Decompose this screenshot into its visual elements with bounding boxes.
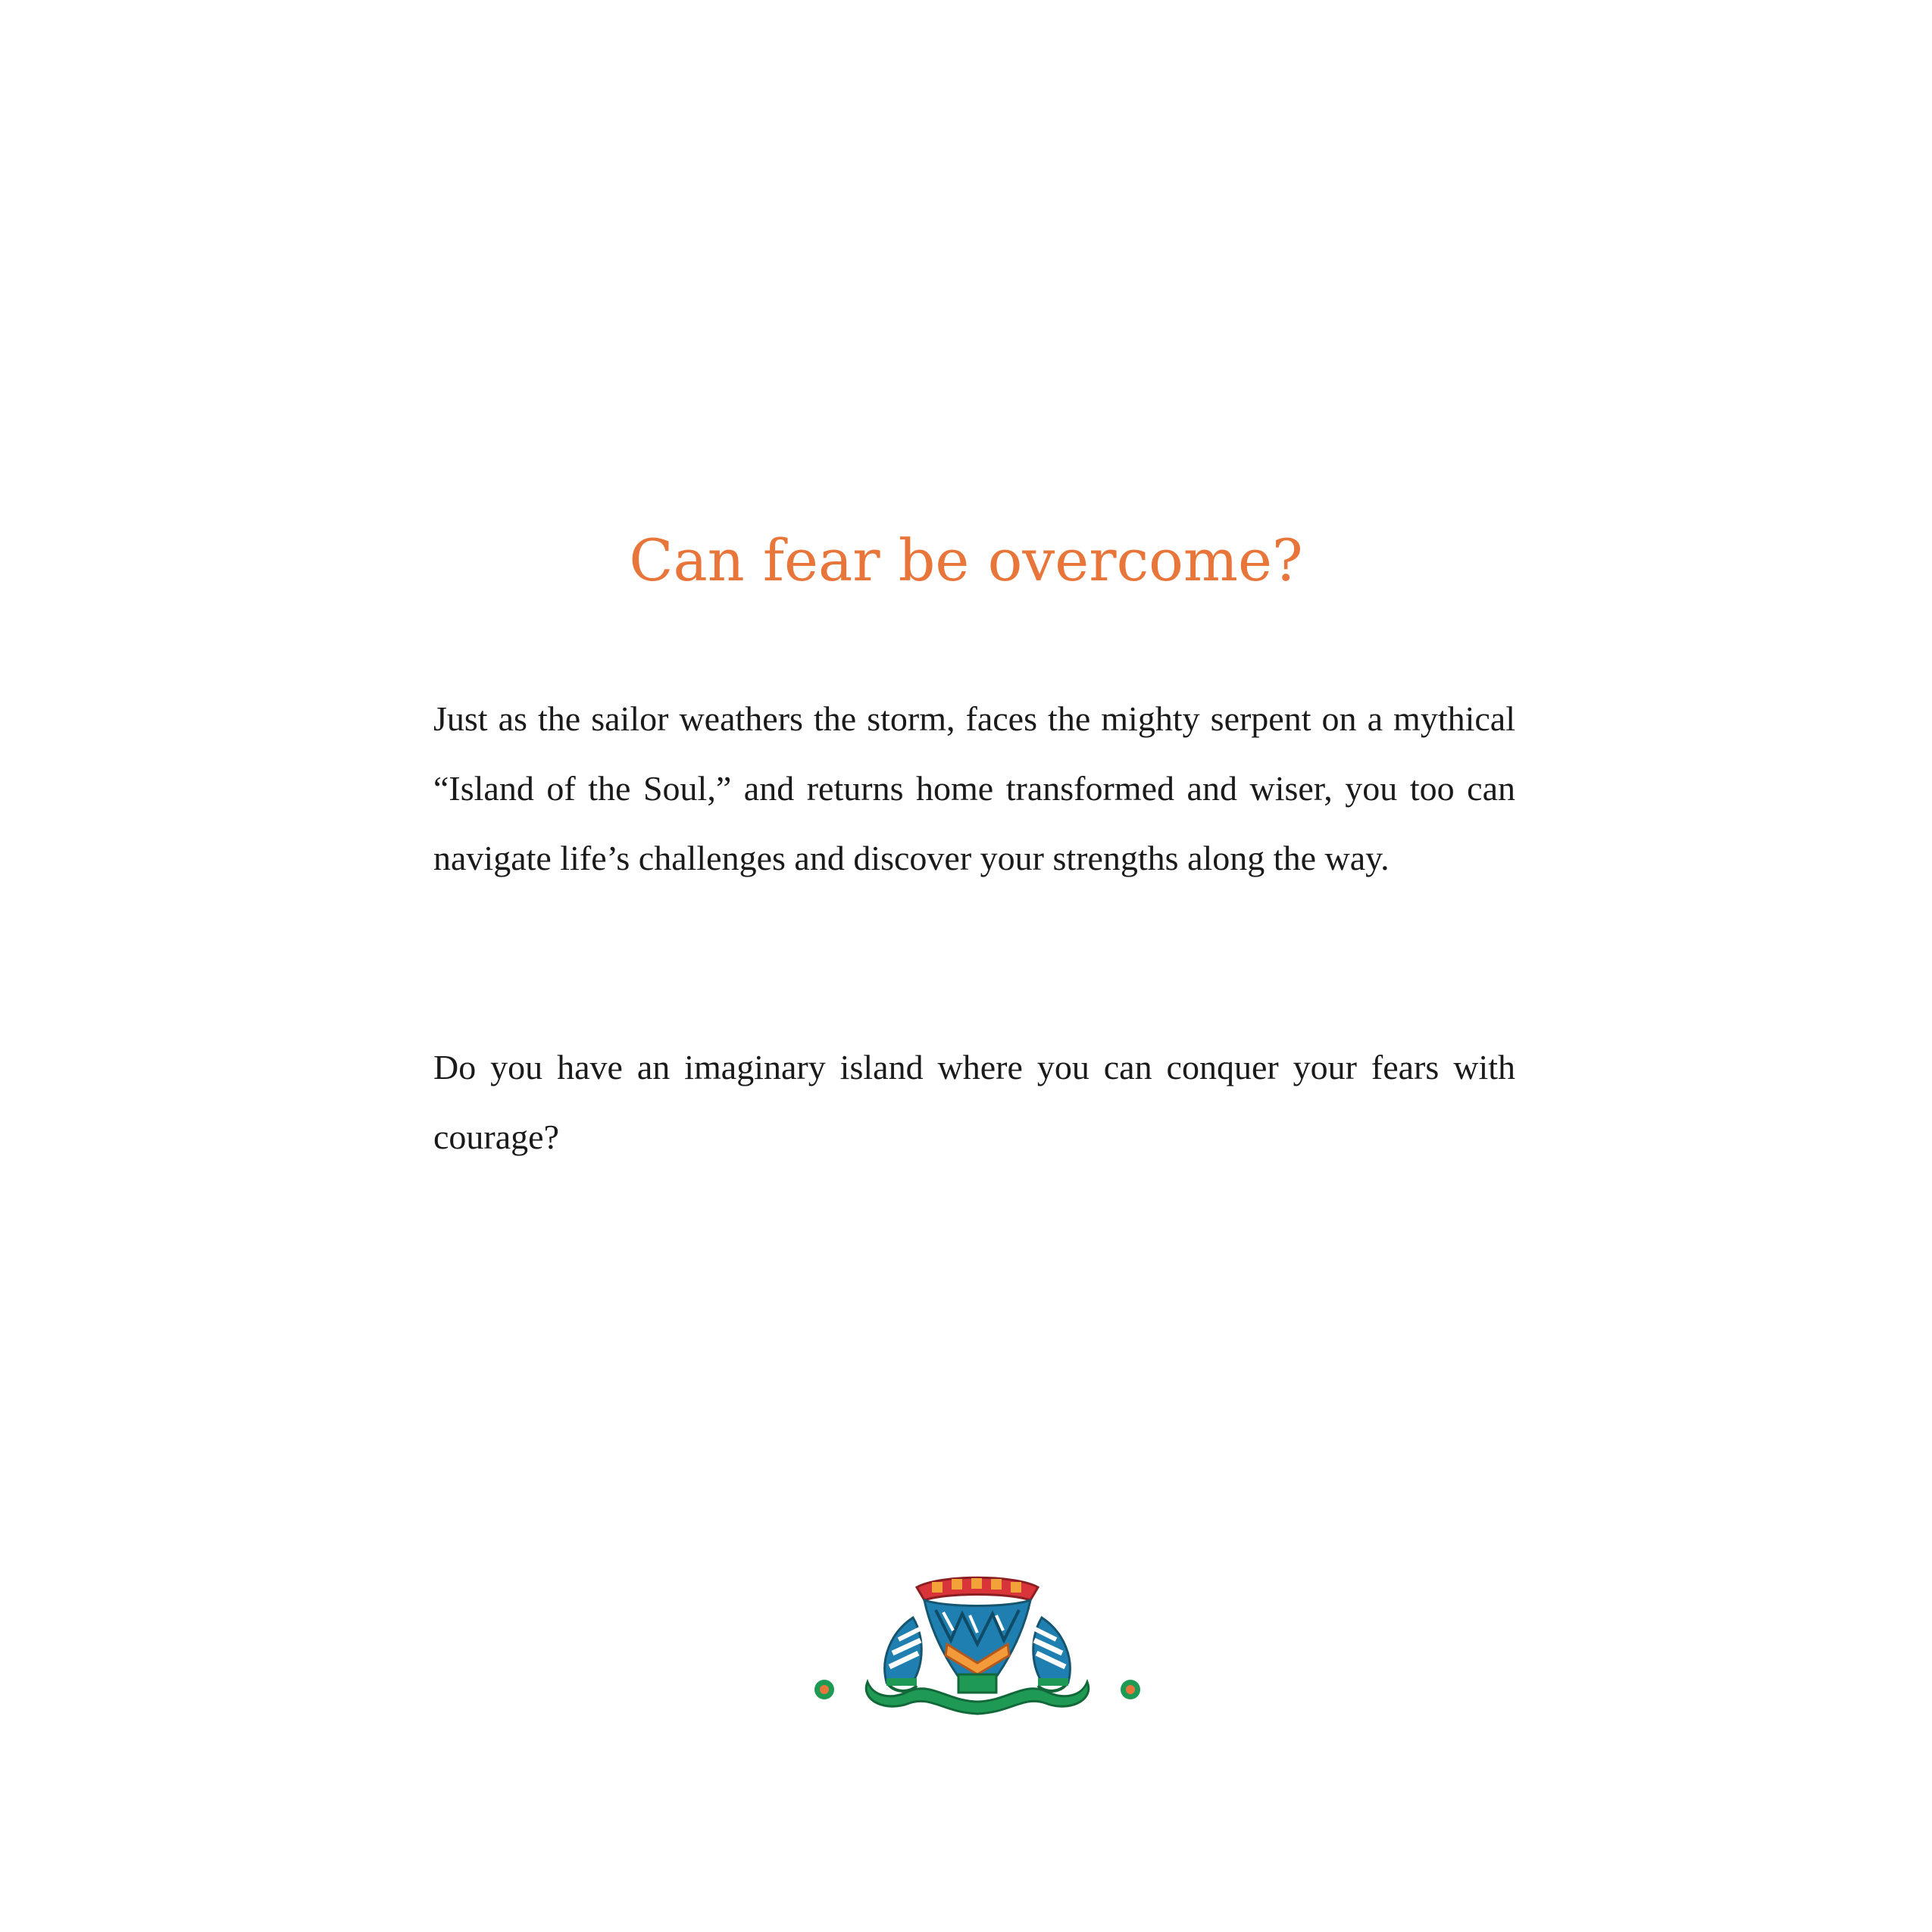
central-lotus-icon xyxy=(917,1577,1038,1693)
page-title: Can fear be overcome? xyxy=(629,527,1303,594)
left-bud-icon xyxy=(885,1618,922,1686)
right-bud-icon xyxy=(1033,1618,1071,1686)
lotus-ornament-icon xyxy=(811,1568,1144,1727)
paragraph-1: Just as the sailor weathers the storm, faces the mighty serpent on a mythical “Island of the Soul,” and returns home transformed and wiser, you too can navigate life’s challenges and discover your strengths along the way. xyxy=(433,699,1515,877)
left-dot-icon xyxy=(814,1680,834,1699)
paragraph-2: Do you have an imaginary island where you can conquer your fears with courage? xyxy=(433,1048,1515,1156)
right-dot-icon xyxy=(1121,1680,1140,1699)
